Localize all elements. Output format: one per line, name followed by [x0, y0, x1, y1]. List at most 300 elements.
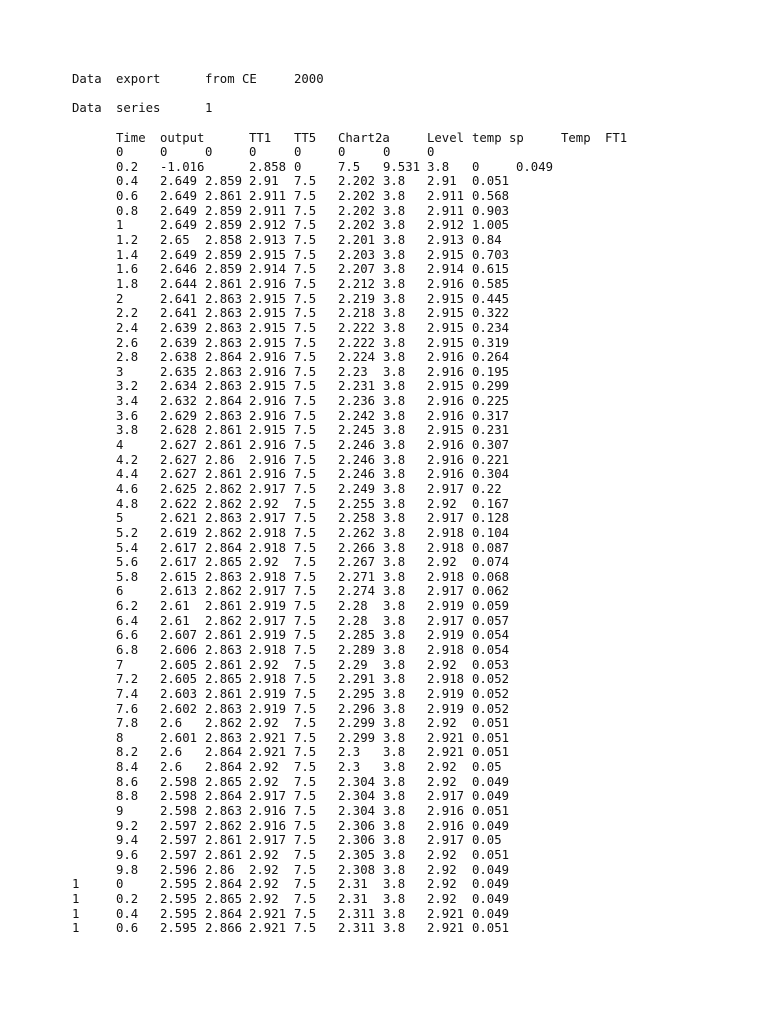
temp-cell: 2.916 [427, 467, 465, 482]
chart2a-cell: 7.5 [294, 438, 317, 453]
chart2a-cell: 7.5 [294, 833, 317, 848]
ft1-cell: 0.053 [472, 657, 510, 672]
ft1-cell: 0.322 [472, 306, 510, 321]
output-cell: 2.597 [160, 818, 198, 833]
first-data-row [72, 159, 554, 175]
output-cell: 2.595 [160, 906, 198, 921]
chart2a-cell: 7.5 [294, 174, 317, 189]
tt1-cell: 2.861 [205, 189, 243, 204]
temp-sp-cell: 3.8 [383, 408, 406, 423]
level-cell: 2.202 [338, 203, 376, 218]
time-cell: 1.6 [116, 262, 139, 277]
chart2a-cell: 7.5 [294, 496, 317, 511]
time-cell: 5.8 [116, 569, 139, 584]
output-cell: 2.607 [160, 628, 198, 643]
table-row [72, 613, 510, 629]
table-row [72, 599, 510, 614]
output-cell: 2.595 [160, 921, 198, 936]
output-cell: 2.6 [160, 745, 183, 760]
temp-cell: 2.915 [427, 291, 465, 306]
ft1-cell: 0.128 [472, 511, 510, 526]
time-cell: 7.2 [116, 672, 139, 687]
output-cell: 2.598 [160, 789, 198, 804]
time-cell: 0.6 [116, 189, 139, 204]
tt5-cell: 2.92 [249, 496, 279, 511]
output-cell: 2.641 [160, 291, 198, 306]
temp-cell: 2.912 [427, 218, 465, 233]
temp-sp-cell: 3.8 [383, 730, 406, 745]
table-row [72, 496, 510, 512]
tt5-cell: 2.916 [249, 394, 287, 409]
level-cell: 2.29 [338, 657, 368, 672]
first-row-cell: 9.531 [383, 159, 421, 174]
temp-cell: 2.92 [427, 716, 457, 731]
table-row [72, 730, 510, 746]
temp-cell: 2.914 [427, 262, 465, 277]
temp-cell: 2.917 [427, 481, 465, 496]
tt1-cell: 2.863 [205, 569, 243, 584]
temp-sp-cell: 3.8 [383, 599, 406, 614]
chart2a-cell: 7.5 [294, 745, 317, 760]
ft1-cell: 0.167 [472, 496, 510, 511]
time-cell: 0.4 [116, 174, 139, 189]
tt5-cell: 2.913 [249, 233, 287, 248]
table-row [72, 891, 510, 907]
temp-cell: 2.919 [427, 628, 465, 643]
tt5-cell: 2.92 [249, 847, 279, 862]
series-word-data: Data [72, 101, 102, 116]
temp-cell: 2.92 [427, 862, 457, 877]
output-cell: 2.632 [160, 394, 198, 409]
ft1-cell: 0.903 [472, 203, 510, 218]
time-cell: 9.8 [116, 862, 139, 877]
level-cell: 2.218 [338, 306, 376, 321]
temp-sp-cell: 3.8 [383, 628, 406, 643]
tt1-cell: 2.863 [205, 364, 243, 379]
output-cell: 2.597 [160, 847, 198, 862]
zero-cell: 0 [338, 145, 346, 160]
tt1-cell: 2.858 [205, 233, 243, 248]
tt5-cell: 2.92 [249, 760, 279, 775]
temp-cell: 2.92 [427, 496, 457, 511]
zero-row [72, 145, 435, 160]
temp-sp-cell: 3.8 [383, 496, 406, 511]
time-cell: 6.8 [116, 642, 139, 657]
temp-sp-cell: 3.8 [383, 320, 406, 335]
ft1-cell: 0.299 [472, 379, 510, 394]
temp-sp-cell: 3.8 [383, 247, 406, 262]
level-cell: 2.296 [338, 701, 376, 716]
level-cell: 2.291 [338, 672, 376, 687]
level-cell: 2.289 [338, 642, 376, 657]
output-cell: 2.61 [160, 613, 190, 628]
temp-sp-cell: 3.8 [383, 218, 406, 233]
level-cell: 2.295 [338, 686, 376, 701]
output-cell: 2.649 [160, 189, 198, 204]
temp-cell: 2.916 [427, 408, 465, 423]
time-cell: 0.2 [116, 891, 139, 906]
time-cell: 3.2 [116, 379, 139, 394]
tt5-cell: 2.916 [249, 804, 287, 819]
temp-sp-cell: 3.8 [383, 335, 406, 350]
ft1-cell: 0.84 [472, 233, 502, 248]
temp-sp-cell: 3.8 [383, 701, 406, 716]
table-row [72, 276, 510, 292]
tt5-cell: 2.917 [249, 833, 287, 848]
chart2a-cell: 7.5 [294, 452, 317, 467]
level-cell: 2.304 [338, 804, 376, 819]
zero-cell: 0 [427, 145, 435, 160]
temp-cell: 2.915 [427, 320, 465, 335]
temp-sp-cell: 3.8 [383, 569, 406, 584]
temp-sp-cell: 3.8 [383, 423, 406, 438]
ft1-cell: 0.087 [472, 540, 510, 555]
table-row [72, 716, 510, 731]
table-row [72, 540, 510, 556]
table-row [72, 789, 510, 804]
ft1-cell: 0.234 [472, 320, 510, 335]
temp-cell: 2.918 [427, 642, 465, 657]
time-cell: 2.6 [116, 335, 139, 350]
temp-cell: 2.92 [427, 774, 457, 789]
temp-cell: 2.921 [427, 921, 465, 936]
ft1-cell: 1.005 [472, 218, 510, 233]
level-cell: 2.222 [338, 335, 376, 350]
chart2a-cell: 7.5 [294, 481, 317, 496]
series-word-series: series [116, 101, 161, 116]
temp-cell: 2.916 [427, 818, 465, 833]
level-cell: 2.28 [338, 613, 368, 628]
output-cell: 2.613 [160, 584, 198, 599]
chart2a-cell: 7.5 [294, 599, 317, 614]
level-cell: 2.3 [338, 760, 361, 775]
chart2a-cell: 7.5 [294, 276, 317, 291]
first-row-cell: 2.858 [249, 159, 287, 174]
temp-sp-cell: 3.8 [383, 364, 406, 379]
temp-cell: 2.91 [427, 174, 457, 189]
level-cell: 2.308 [338, 862, 376, 877]
time-cell: 9 [116, 804, 124, 819]
temp-cell: 2.92 [427, 657, 457, 672]
table-row [72, 350, 510, 365]
temp-cell: 2.915 [427, 379, 465, 394]
temp-sp-cell: 3.8 [383, 745, 406, 760]
level-cell: 2.207 [338, 262, 376, 277]
ft1-cell: 0.049 [472, 862, 510, 877]
tt1-cell: 2.862 [205, 496, 243, 511]
chart2a-cell: 7.5 [294, 569, 317, 584]
ft1-cell: 0.615 [472, 262, 510, 277]
temp-sp-cell: 3.8 [383, 233, 406, 248]
tt1-cell: 2.861 [205, 276, 243, 291]
temp-sp-cell: 3.8 [383, 291, 406, 306]
chart2a-cell: 7.5 [294, 247, 317, 262]
ft1-cell: 0.195 [472, 364, 510, 379]
chart2a-cell: 7.5 [294, 511, 317, 526]
time-cell: 4 [116, 438, 124, 453]
temp-cell: 2.92 [427, 877, 457, 892]
level-cell: 2.236 [338, 394, 376, 409]
zero-cell: 0 [383, 145, 391, 160]
output-cell: 2.601 [160, 730, 198, 745]
temp-cell: 2.916 [427, 364, 465, 379]
tt5-cell: 2.916 [249, 467, 287, 482]
table-row [72, 467, 510, 482]
table-row [72, 657, 510, 673]
tt1-cell: 2.861 [205, 467, 243, 482]
table-row [72, 774, 510, 790]
temp-sp-cell: 3.8 [383, 804, 406, 819]
output-cell: 2.602 [160, 701, 198, 716]
temp-sp-cell: 3.8 [383, 481, 406, 496]
temp-sp-cell: 3.8 [383, 555, 406, 570]
table-row [72, 862, 510, 878]
time-cell: 8 [116, 730, 124, 745]
output-cell: 2.603 [160, 686, 198, 701]
tt1-cell: 2.863 [205, 291, 243, 306]
ft1-cell: 0.445 [472, 291, 510, 306]
title-source: from CE [205, 72, 257, 86]
temp-cell: 2.916 [427, 438, 465, 453]
ft1-cell: 0.051 [472, 847, 510, 862]
temp-cell: 2.915 [427, 306, 465, 321]
temp-cell: 2.92 [427, 847, 457, 862]
output-cell: 2.627 [160, 452, 198, 467]
temp-sp-cell: 3.8 [383, 906, 406, 921]
tt1-cell: 2.862 [205, 818, 243, 833]
time-cell: 2.8 [116, 350, 139, 365]
time-cell: 1.4 [116, 247, 139, 262]
level-cell: 2.246 [338, 467, 376, 482]
ft1-cell: 0.221 [472, 452, 510, 467]
zero-cell: 0 [116, 145, 124, 160]
tt1-cell: 2.863 [205, 335, 243, 350]
table-row [72, 452, 510, 468]
index-cell: 1 [72, 891, 80, 906]
tt5-cell: 2.912 [249, 218, 287, 233]
temp-cell: 2.919 [427, 701, 465, 716]
level-cell: 2.245 [338, 423, 376, 438]
col-time: Time [116, 130, 146, 145]
table-row [72, 335, 510, 351]
chart2a-cell: 7.5 [294, 364, 317, 379]
output-cell: 2.617 [160, 540, 198, 555]
tt5-cell: 2.919 [249, 599, 287, 614]
tt1-cell: 2.863 [205, 511, 243, 526]
level-cell: 2.305 [338, 847, 376, 862]
chart2a-cell: 7.5 [294, 408, 317, 423]
time-cell: 0 [116, 877, 124, 892]
tt1-cell: 2.862 [205, 613, 243, 628]
temp-sp-cell: 3.8 [383, 511, 406, 526]
tt5-cell: 2.921 [249, 730, 287, 745]
time-cell: 1.8 [116, 276, 139, 291]
time-cell: 9.4 [116, 833, 139, 848]
index-cell: 1 [72, 921, 80, 936]
table-row [72, 569, 510, 585]
temp-sp-cell: 3.8 [383, 262, 406, 277]
first-row-cell: -1.016 [160, 159, 205, 174]
ft1-cell: 0.049 [472, 877, 510, 892]
tt1-cell: 2.864 [205, 877, 243, 892]
temp-sp-cell: 3.8 [383, 306, 406, 321]
tt5-cell: 2.92 [249, 891, 279, 906]
table-row [72, 247, 510, 263]
tt1-cell: 2.861 [205, 686, 243, 701]
output-cell: 2.617 [160, 555, 198, 570]
tt1-cell: 2.863 [205, 320, 243, 335]
level-cell: 2.274 [338, 584, 376, 599]
table-row [72, 233, 502, 248]
ft1-cell: 0.052 [472, 686, 510, 701]
table-row [72, 394, 510, 409]
chart2a-cell: 7.5 [294, 686, 317, 701]
output-cell: 2.619 [160, 525, 198, 540]
level-cell: 2.202 [338, 174, 376, 189]
temp-sp-cell: 3.8 [383, 394, 406, 409]
temp-sp-cell: 3.8 [383, 686, 406, 701]
tt5-cell: 2.918 [249, 672, 287, 687]
table-row [72, 364, 510, 380]
tt5-cell: 2.915 [249, 335, 287, 350]
output-cell: 2.65 [160, 233, 190, 248]
title-year: 2000 [294, 72, 324, 86]
level-cell: 2.299 [338, 730, 376, 745]
table-row [72, 686, 510, 702]
tt1-cell: 2.862 [205, 525, 243, 540]
tt1-cell: 2.866 [205, 921, 243, 936]
tt1-cell: 2.861 [205, 438, 243, 453]
level-cell: 2.311 [338, 906, 376, 921]
output-cell: 2.595 [160, 891, 198, 906]
tt1-cell: 2.862 [205, 584, 243, 599]
temp-sp-cell: 3.8 [383, 525, 406, 540]
tt1-cell: 2.861 [205, 847, 243, 862]
level-cell: 2.306 [338, 818, 376, 833]
tt5-cell: 2.916 [249, 452, 287, 467]
temp-cell: 2.92 [427, 555, 457, 570]
temp-cell: 2.917 [427, 613, 465, 628]
temp-sp-cell: 3.8 [383, 467, 406, 482]
output-cell: 2.606 [160, 642, 198, 657]
ft1-cell: 0.104 [472, 525, 510, 540]
temp-sp-cell: 3.8 [383, 540, 406, 555]
temp-sp-cell: 3.8 [383, 921, 406, 936]
ft1-cell: 0.051 [472, 804, 510, 819]
tt5-cell: 2.92 [249, 555, 279, 570]
table-row [72, 408, 510, 424]
level-cell: 2.285 [338, 628, 376, 643]
time-cell: 2.2 [116, 306, 139, 321]
level-cell: 2.299 [338, 716, 376, 731]
tt1-cell: 2.861 [205, 599, 243, 614]
tt5-cell: 2.916 [249, 408, 287, 423]
tt5-cell: 2.92 [249, 716, 279, 731]
chart2a-cell: 7.5 [294, 657, 317, 672]
time-cell: 7 [116, 657, 124, 672]
time-cell: 3.6 [116, 408, 139, 423]
ft1-cell: 0.049 [472, 906, 510, 921]
zero-cell: 0 [294, 145, 302, 160]
tt1-cell: 2.863 [205, 642, 243, 657]
zero-cell: 0 [160, 145, 168, 160]
tt1-cell: 2.864 [205, 350, 243, 365]
title-word-export: export [116, 72, 161, 86]
tt5-cell: 2.918 [249, 642, 287, 657]
tt5-cell: 2.917 [249, 613, 287, 628]
tt1-cell: 2.865 [205, 555, 243, 570]
tt5-cell: 2.92 [249, 877, 279, 892]
table-row [72, 189, 510, 204]
output-cell: 2.627 [160, 438, 198, 453]
tt5-cell: 2.92 [249, 862, 279, 877]
chart2a-cell: 7.5 [294, 672, 317, 687]
chart2a-cell: 7.5 [294, 203, 317, 218]
level-cell: 2.202 [338, 218, 376, 233]
temp-cell: 2.916 [427, 804, 465, 819]
table-row [72, 291, 510, 307]
temp-cell: 2.916 [427, 276, 465, 291]
zero-cell: 0 [249, 145, 257, 160]
tt1-cell: 2.861 [205, 423, 243, 438]
time-cell: 7.6 [116, 701, 139, 716]
temp-sp-cell: 3.8 [383, 789, 406, 804]
chart2a-cell: 7.5 [294, 921, 317, 936]
time-cell: 7.4 [116, 686, 139, 701]
level-cell: 2.266 [338, 540, 376, 555]
level-cell: 2.258 [338, 511, 376, 526]
table-row [72, 481, 502, 497]
table-row [72, 906, 510, 922]
table-row [72, 320, 510, 336]
time-cell: 0.8 [116, 203, 139, 218]
tt5-cell: 2.92 [249, 657, 279, 672]
tt1-cell: 2.865 [205, 672, 243, 687]
tt5-cell: 2.915 [249, 291, 287, 306]
temp-sp-cell: 3.8 [383, 613, 406, 628]
temp-sp-cell: 3.8 [383, 877, 406, 892]
table-row [72, 174, 510, 189]
ft1-cell: 0.054 [472, 628, 510, 643]
ft1-cell: 0.049 [472, 789, 510, 804]
output-cell: 2.598 [160, 774, 198, 789]
ft1-cell: 0.225 [472, 394, 510, 409]
table-row [72, 745, 510, 760]
table-row [72, 760, 502, 775]
output-cell: 2.638 [160, 350, 198, 365]
level-cell: 2.231 [338, 379, 376, 394]
chart2a-cell: 7.5 [294, 847, 317, 862]
level-cell: 2.306 [338, 833, 376, 848]
tt5-cell: 2.917 [249, 789, 287, 804]
tt1-cell: 2.864 [205, 745, 243, 760]
temp-sp-cell: 3.8 [383, 862, 406, 877]
tt1-cell: 2.861 [205, 628, 243, 643]
temp-sp-cell: 3.8 [383, 438, 406, 453]
first-row-cell: 0.049 [516, 159, 554, 174]
level-cell: 2.3 [338, 745, 361, 760]
tt1-cell: 2.86 [205, 862, 235, 877]
temp-cell: 2.921 [427, 745, 465, 760]
temp-sp-cell: 3.8 [383, 379, 406, 394]
tt5-cell: 2.915 [249, 320, 287, 335]
tt5-cell: 2.918 [249, 525, 287, 540]
output-cell: 2.641 [160, 306, 198, 321]
output-cell: 2.639 [160, 320, 198, 335]
output-cell: 2.615 [160, 569, 198, 584]
output-cell: 2.644 [160, 276, 198, 291]
table-row [72, 584, 510, 599]
